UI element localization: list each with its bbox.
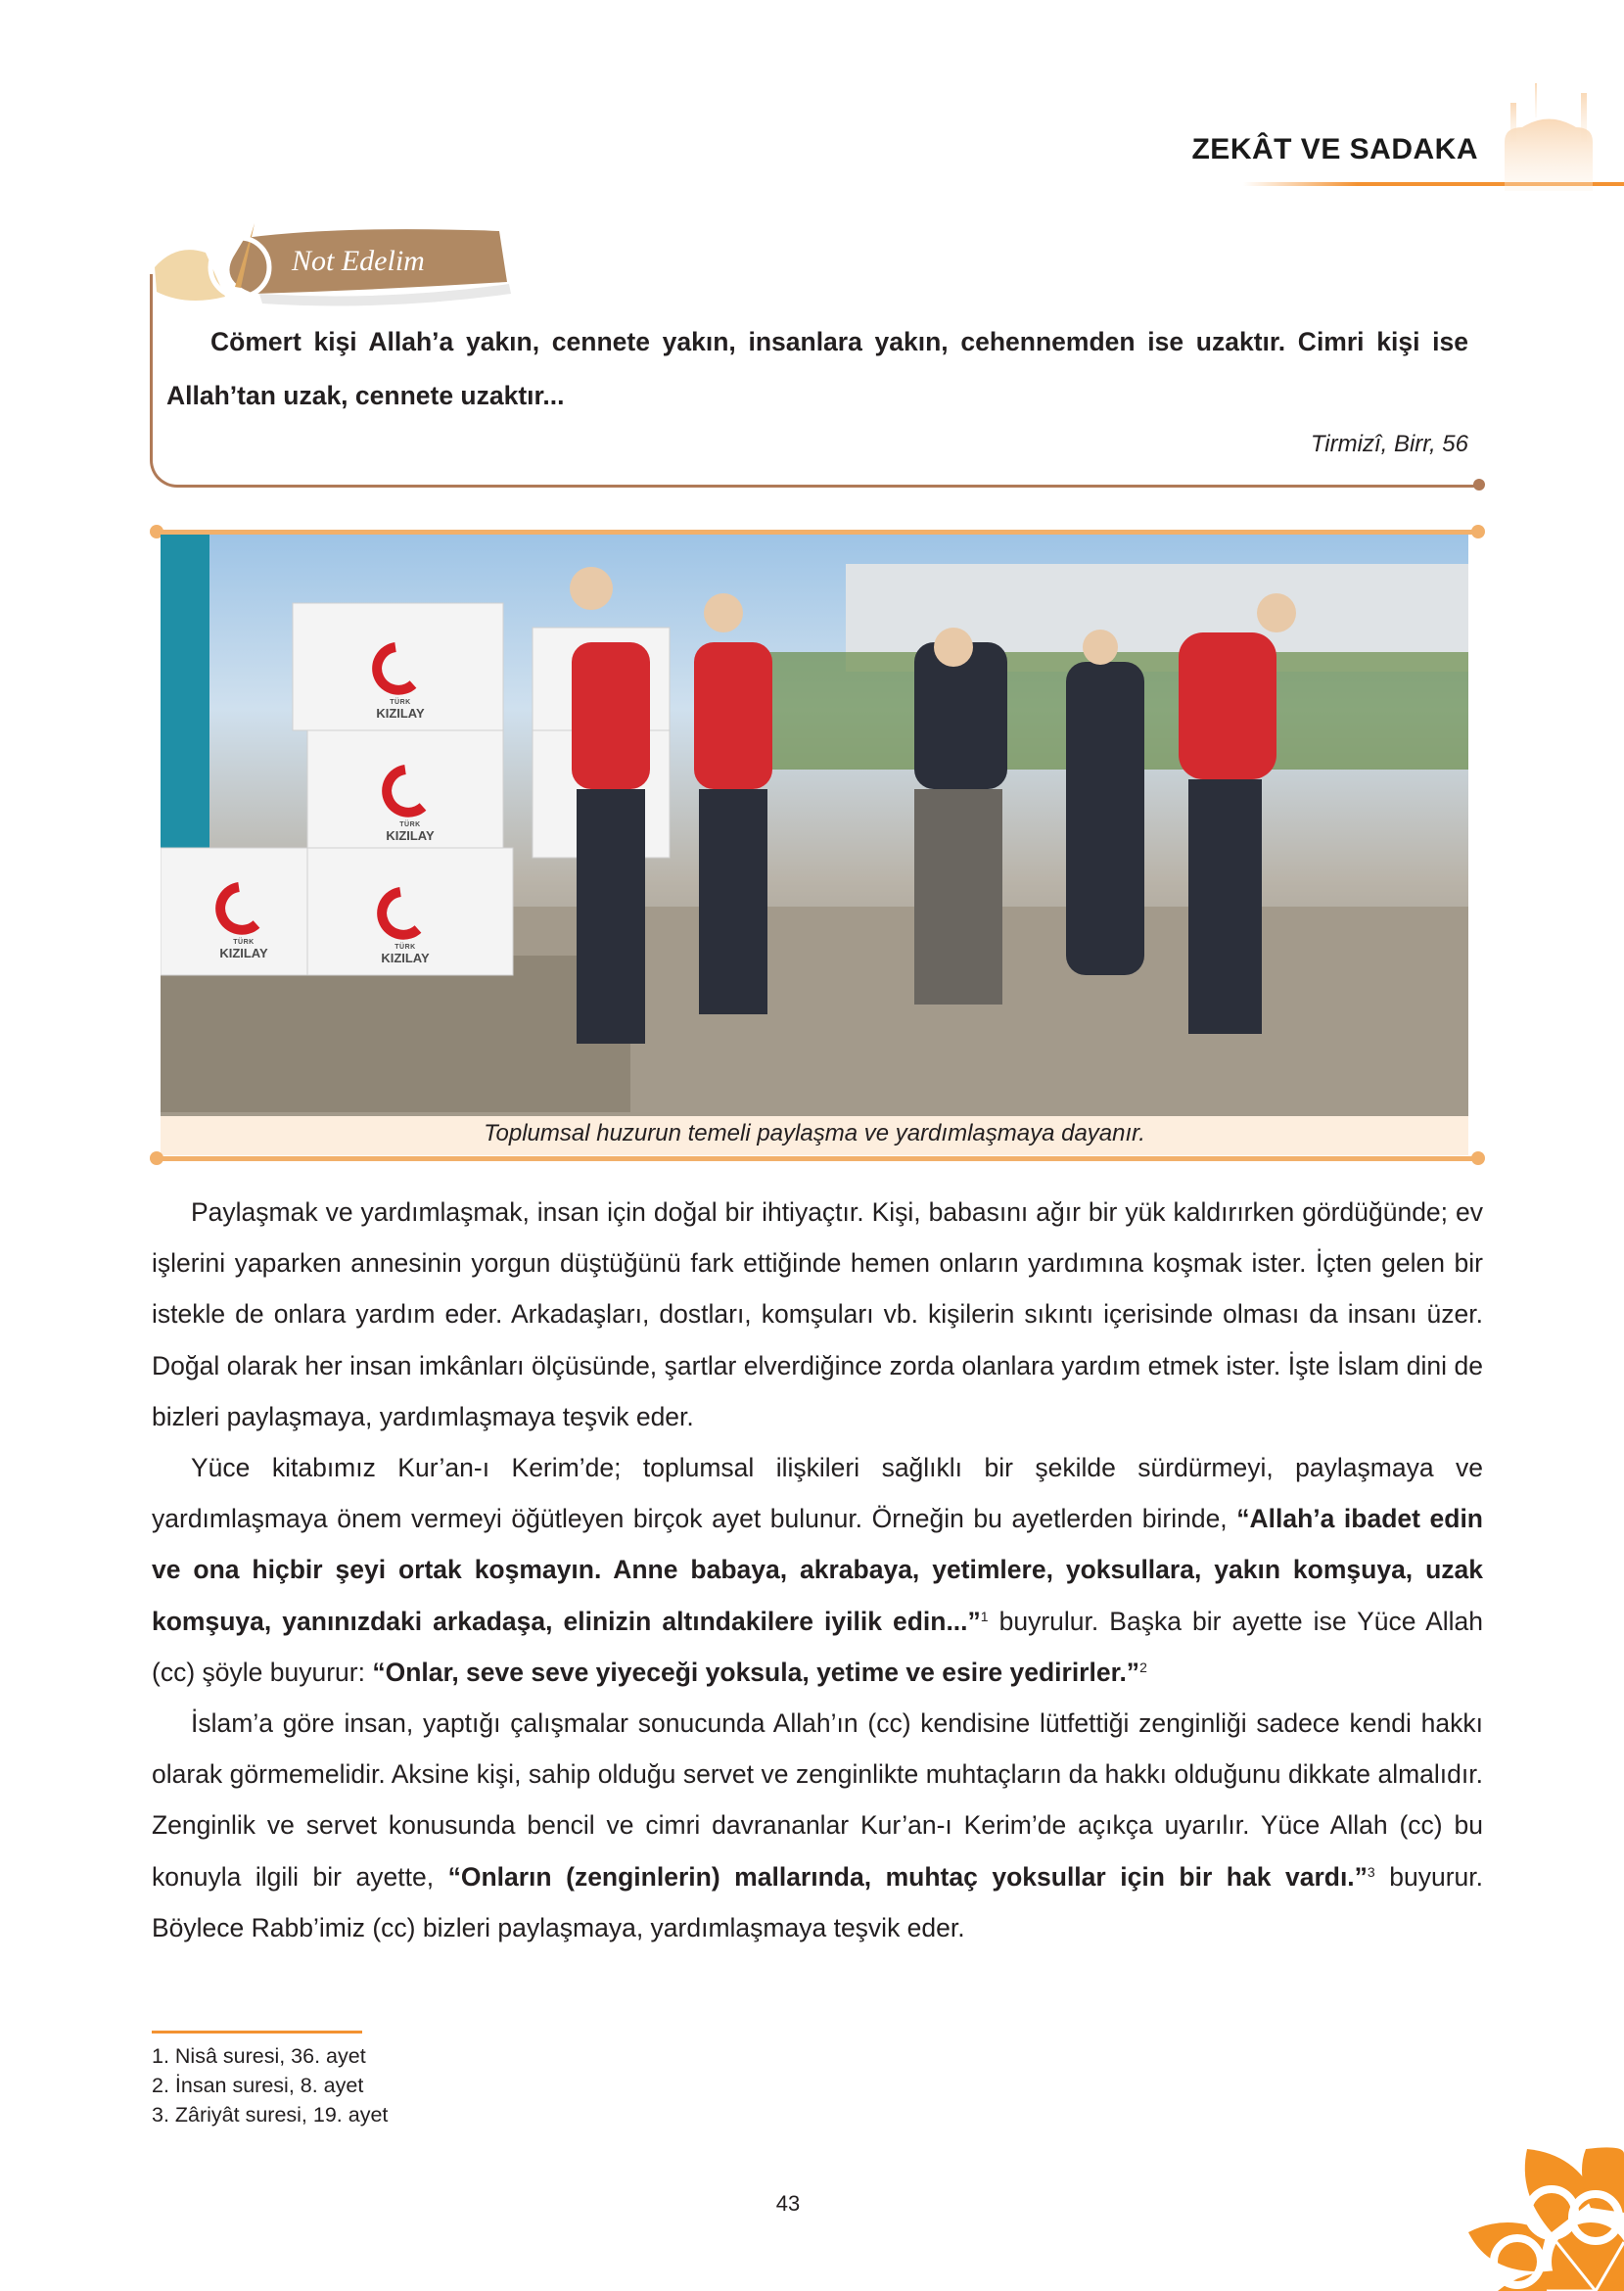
footnote-ref: 2	[1139, 1659, 1147, 1675]
note-box-end-dot	[1473, 479, 1485, 491]
box-label-main: KIZILAY	[386, 828, 435, 843]
figure-caption: Toplumsal huzurun temeli paylaşma ve yardımlaşmaya dayanır.	[484, 1120, 1145, 1146]
paragraph-text: buyrulur. Başka bir ayette ise Yüce Allah (cc) şöyle buyurur:	[152, 1606, 1484, 1687]
paragraph-text: buyurur. Böylece Rabb’imiz (cc) bizleri paylaşmaya, yardımlaşmaya teşvik eder.	[152, 1861, 1483, 1942]
footnotes	[152, 2041, 388, 2129]
footnote: 1. Nisâ suresi, 36. ayet	[152, 2044, 366, 2068]
figure-dot	[150, 1151, 163, 1165]
verse-quote: “Onların (zenginlerin) mallarında, muhtaç yoksullar için bir hak vardı.”	[447, 1861, 1368, 1892]
paragraph-text: İslam’a göre insan, yaptığı çalışmalar sonucunda Allah’ın (cc) kendisine lütfettiği zenginliği sadece kendi hakkı olarak görmemelidir. Aksine kişi, sahip olduğu servet ve zenginlikte muhtaçların da hakkı olduğunu dikkate almalıdır. Zenginlik ve servet konusunda bencil ve cimri davrananlar Kur’an-ı Kerim’de açıkça uyarılır. Yüce Allah (cc) bu konuyla ilgili bir ayette,	[152, 1708, 1483, 1892]
verse-quote: “Onlar, seve seve yiyeceği yoksula, yetime ve esire yedirirler.”	[372, 1657, 1140, 1687]
figure-dot	[1471, 525, 1485, 538]
box-label-small: TÜRK	[399, 821, 421, 828]
paragraph-text: Paylaşmak ve yardımlaşmak, insan için doğal bir ihtiyaçtır. Kişi, babasını ağır bir yük kaldırırken gördüğünde; ev işlerini yaparken annesinin yorgun düştüğünü fark ettiğinde hemen onların yardımına koşmak ister. İçten gelen bir istekle de onlara yardım eder. Arkadaşları, dostları, komşuları vb. kişilerin sıkıntı içerisinde olması da insanı üzer. Doğal olarak her insan imkânları ölçüsünde, şartlar elverdiğince zorda olanlara yardım etmek ister. İşte İslam dini de bizleri paylaşmaya, yardımlaşmaya teşvik eder.	[152, 1197, 1483, 1431]
box-label	[361, 944, 449, 964]
note-citation: Tirmizî, Birr, 56	[1310, 431, 1468, 457]
note-label: Not Edelim	[292, 245, 425, 277]
figure-dot	[1471, 1151, 1485, 1165]
box-label-main: KIZILAY	[219, 946, 268, 960]
footnote: 2. İnsan suresi, 8. ayet	[152, 2074, 364, 2097]
verse-quote: “Allah’a ibadet edin ve ona hiçbir şeyi ortak koşmayın. Anne babaya, akrabaya, yetimlere, yoksullara, yakın komşuya, uzak komşuya, yanınızdaki arkadaşa, elinizin altındakilere iyilik edin...”	[152, 1504, 1483, 1636]
photo-aid-distribution	[161, 535, 1468, 1116]
body-paragraph	[152, 1187, 1483, 1442]
page-number: 43	[775, 2191, 801, 2216]
note-quote: Cömert kişi Allah’a yakın, cennete yakın, insanlara yakın, cehennemden ise uzaktır. Cimri kişi ise Allah’tan uzak, cennete uzaktır...	[166, 327, 1468, 410]
mosque-silhouette-icon	[1503, 83, 1596, 191]
box-label-main: KIZILAY	[376, 706, 425, 721]
flower-ornament-icon	[1459, 2125, 1624, 2291]
box-label	[356, 699, 444, 720]
footnote-divider	[152, 2031, 362, 2034]
chapter-title: ZEKÂT VE SADAKA	[1191, 133, 1478, 165]
footnote-ref: 1	[980, 1608, 989, 1624]
footnote: 3. Zâriyât suresi, 19. ayet	[152, 2103, 389, 2127]
box-label	[200, 939, 288, 959]
body-paragraph	[152, 1698, 1483, 1953]
box-label-small: TÜRK	[394, 944, 416, 951]
box-label-main: KIZILAY	[381, 951, 430, 965]
body-text	[152, 1187, 1483, 1953]
body-paragraph	[152, 1442, 1483, 1698]
box-label-small: TÜRK	[233, 939, 255, 946]
box-label	[366, 821, 454, 842]
box-label-small: TÜRK	[390, 699, 411, 706]
figure-bottom-border	[157, 1156, 1476, 1161]
paragraph-text: Yüce kitabımız Kur’an-ı Kerim’de; toplumsal ilişkileri sağlıklı bir şekilde sürdürmeyi, paylaşmaya ve yardımlaşmaya önem vermeyi öğütleyen birçok ayet bulunur. Örneğin bu ayetlerden birinde,	[152, 1453, 1483, 1534]
footnote-ref: 3	[1367, 1863, 1375, 1880]
photo-illustration	[161, 535, 1468, 1116]
